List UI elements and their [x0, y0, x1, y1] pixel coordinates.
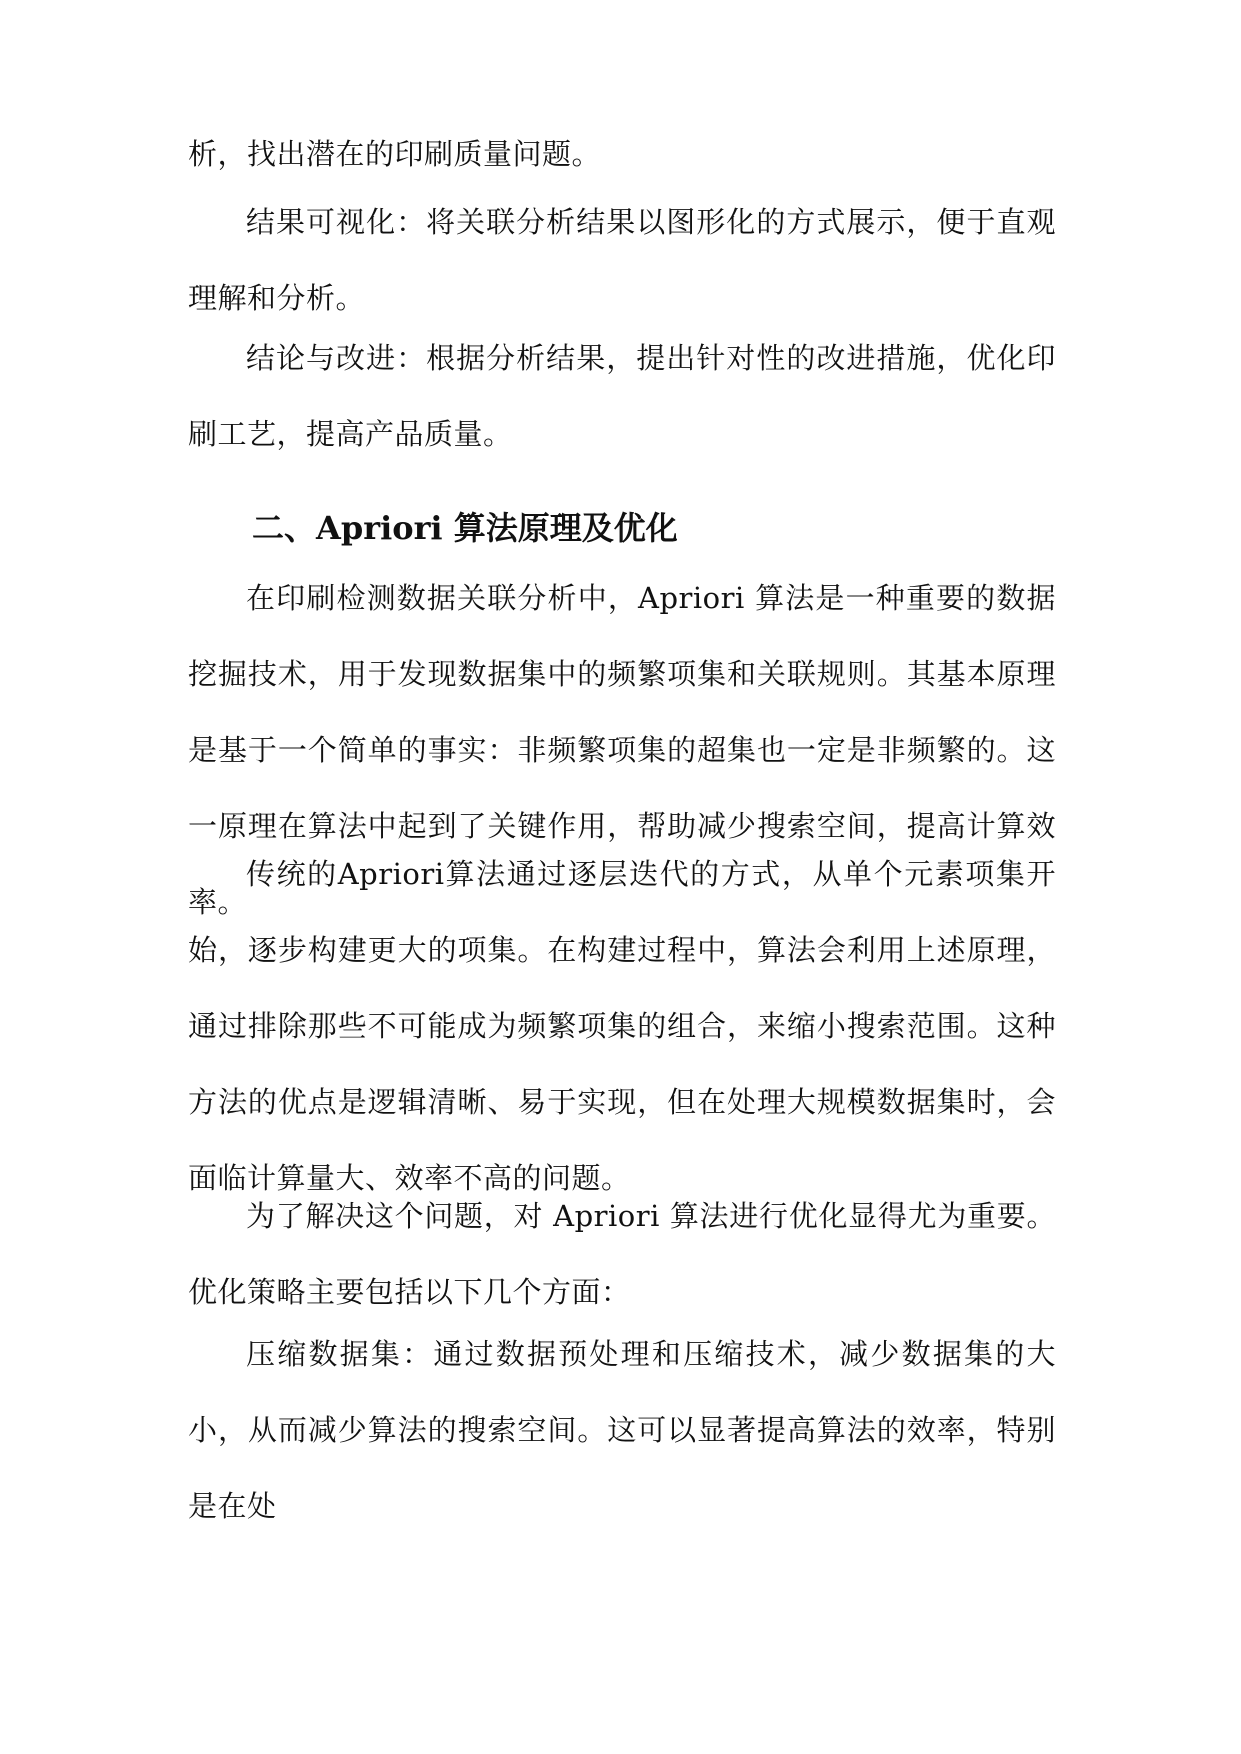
section-heading: 二、Apriori 算法原理及优化 [252, 509, 678, 547]
paragraph-result-visualization: 结果可视化：将关联分析结果以图形化的方式展示，便于直观理解和分析。 [188, 205, 1056, 315]
paragraph-conclusion-improvement: 结论与改进：根据分析结果，提出针对性的改进措施，优化印刷工艺，提高产品质量。 [188, 341, 1056, 451]
paragraph-traditional-apriori: 传统的Apriori算法通过逐层迭代的方式，从单个元素项集开始，逐步构建更大的项集。在构建过程中，算法会利用上述原理，通过排除那些不可能成为频繁项集的组合，来缩小搜索范围。这种方法的优点是逻辑清晰、易于实现，但在处理大规模数据集时，会面临计算量大、效率不高的问题。 [188, 857, 1056, 1195]
paragraph-continuation: 析，找出潜在的印刷质量问题。 [188, 137, 602, 171]
paragraph-optimization-intro: 为了解决这个问题，对 Apriori 算法进行优化显得尤为重要。优化策略主要包括以下几个方面： [188, 1199, 1056, 1309]
paragraph-apriori-intro: 在印刷检测数据关联分析中，Apriori 算法是一种重要的数据挖掘技术，用于发现数据集中的频繁项集和关联规则。其基本原理是基于一个简单的事实：非频繁项集的超集也一定是非频繁的。这一原理在算法中起到了关键作用，帮助减少搜索空间，提高计算效率。 [188, 581, 1056, 919]
paragraph-compress-dataset: 压缩数据集：通过数据预处理和压缩技术，减少数据集的大小，从而减少算法的搜索空间。这可以显著提高算法的效率，特别是在处 [188, 1337, 1056, 1523]
